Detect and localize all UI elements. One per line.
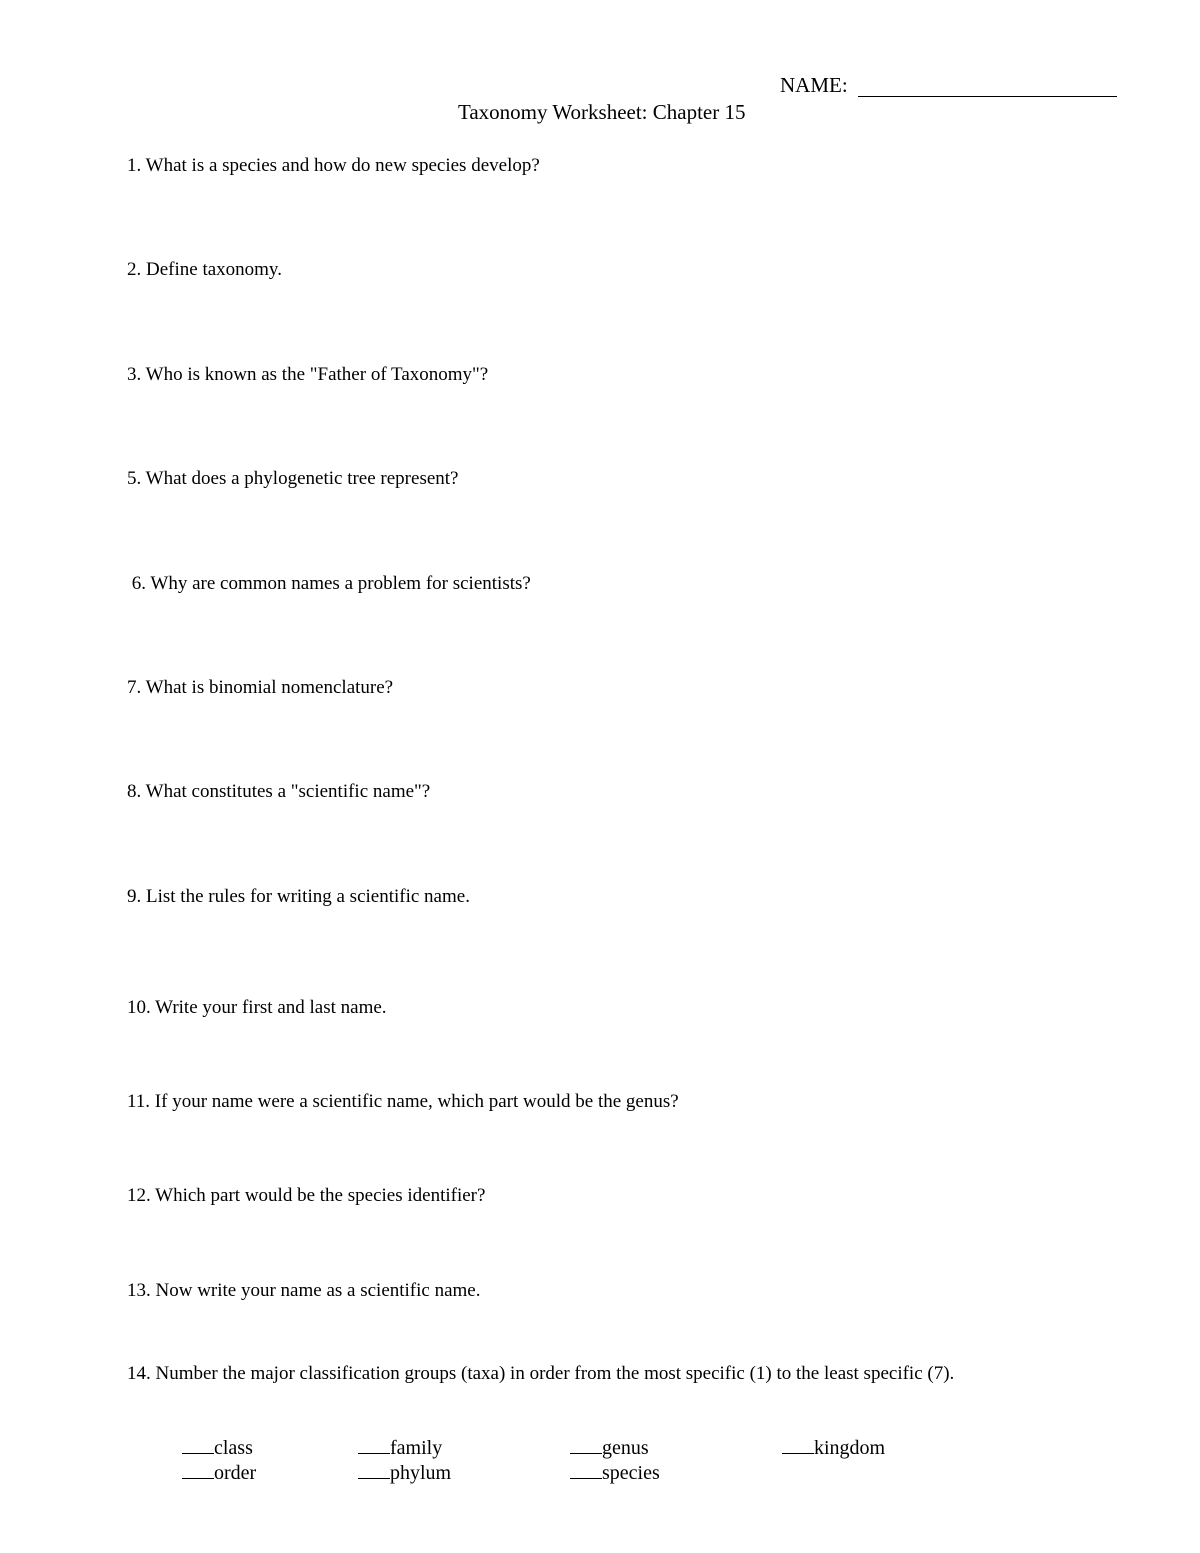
taxa-label: class: [214, 1437, 253, 1459]
page-title: Taxonomy Worksheet: Chapter 15: [458, 100, 746, 124]
taxa-item-species: [550, 1440, 660, 1506]
question-6: 6. Why are common names a problem for scientists?: [127, 573, 531, 594]
answer-blank[interactable]: [182, 1462, 214, 1479]
taxa-label: order: [214, 1462, 257, 1484]
name-label: NAME:: [780, 73, 848, 97]
answer-blank[interactable]: [782, 1437, 814, 1454]
taxa-item-phylum: [338, 1440, 451, 1506]
taxa-label: genus: [602, 1437, 649, 1459]
question-8: 8. What constitutes a "scientific name"?: [127, 781, 431, 802]
question-1: 1. What is a species and how do new species develop?: [127, 155, 540, 176]
taxa-label: species: [602, 1462, 660, 1484]
taxa-item-order: [162, 1440, 256, 1506]
question-13: 13. Now write your name as a scientific name.: [127, 1280, 481, 1301]
question-3: 3. Who is known as the "Father of Taxonomy"?: [127, 364, 489, 385]
taxa-label: kingdom: [814, 1437, 886, 1459]
question-5: 5. What does a phylogenetic tree represent?: [127, 468, 459, 489]
taxa-label: family: [390, 1437, 443, 1459]
question-12: 12. Which part would be the species identifier?: [127, 1185, 486, 1206]
answer-blank[interactable]: [358, 1462, 390, 1479]
question-14: 14. Number the major classification groups (taxa) in order from the most specific (1) to the least specific (7).: [127, 1363, 955, 1384]
question-2: 2. Define taxonomy.: [127, 259, 282, 280]
question-7: 7. What is binomial nomenclature?: [127, 677, 394, 698]
name-blank-line[interactable]: [858, 96, 1117, 97]
question-10: 10. Write your first and last name.: [127, 997, 387, 1018]
question-9: 9. List the rules for writing a scientific name.: [127, 886, 470, 907]
question-11: 11. If your name were a scientific name, which part would be the genus?: [127, 1091, 679, 1112]
answer-blank[interactable]: [570, 1462, 602, 1479]
taxa-label: phylum: [390, 1462, 452, 1484]
taxa-item-kingdom: [762, 1415, 885, 1481]
